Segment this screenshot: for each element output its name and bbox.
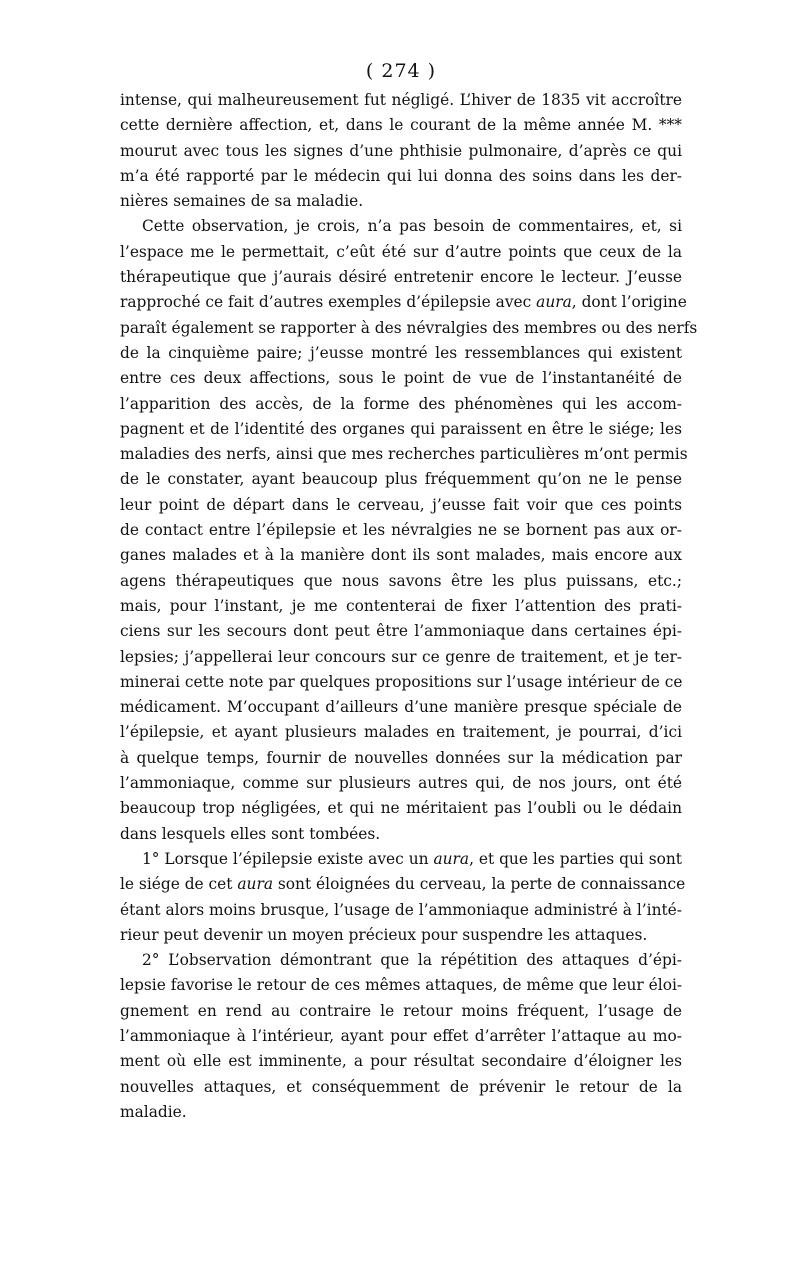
text-line: maladie.: [120, 1102, 187, 1121]
text-line: l’apparition des accès, de la forme des phénomènes qui les accom-: [120, 394, 682, 413]
text-line: dans lesquels elles sont tombées.: [120, 824, 381, 843]
text-line: ment où elle est imminente, a pour résultat secondaire d’éloigner les: [120, 1052, 682, 1071]
text-line: nouvelles attaques, et conséquemment de prévenir le retour de la: [120, 1077, 682, 1096]
text-line: nières semaines de sa maladie.: [120, 192, 364, 211]
text-line: médicament. M’occupant d’ailleurs d’une manière presque spéciale de: [120, 698, 682, 717]
text-line: beaucoup trop négligées, et qui ne méritaient pas l’oubli ou le dédain: [120, 799, 682, 818]
text-line: l’ammoniaque, comme sur plusieurs autres qui, de nos jours, ont été: [120, 774, 682, 793]
text-line: étant alors moins brusque, l’usage de l’ammoniaque administré à l’inté-: [120, 900, 682, 919]
text-line: intense, qui malheureusement fut négligé. L’hiver de 1835 vit accroître: [120, 91, 682, 109]
text-line: l’espace me le permettait, c’eût été sur d’autre points que ceux de la: [120, 242, 682, 261]
text-line: le siége de cet aura sont éloignées du cerveau, la perte de connaissance: [120, 875, 686, 894]
body-text: [120, 88, 698, 1125]
text-line: lepsie favorise le retour de ces mêmes attaques, de même que leur éloi-: [120, 976, 683, 995]
text-line: de la cinquième paire; j’eusse montré les ressemblances qui existent: [120, 343, 682, 362]
text-line: mais, pour l’instant, je me contenterai de fixer l’attention des prati-: [120, 596, 682, 615]
text-line: 2° L’observation démontrant que la répétition des attaques d’épi-: [142, 951, 682, 970]
text-line: ganes malades et à la manière dont ils sont malades, mais encore aux: [120, 546, 682, 565]
text-line: ciens sur les secours dont peut être l’ammoniaque dans certaines épi-: [120, 622, 682, 641]
text-line: agens thérapeutiques que nous savons être les plus puissans, etc.;: [120, 571, 682, 590]
text-line: thérapeutique que j’aurais désiré entretenir encore le lecteur. J’eusse: [120, 268, 682, 287]
text-line: de le constater, ayant beaucoup plus fréquemment qu’on ne le pense: [120, 470, 682, 489]
text-line: cette dernière affection, et, dans le courant de la même année M. ***: [120, 116, 682, 135]
text-line: minerai cette note par quelques propositions sur l’usage intérieur de ce: [120, 672, 683, 691]
text-line: Cette observation, je crois, n’a pas besoin de commentaires, et, si: [142, 217, 682, 236]
text-line: paraît également se rapporter à des névralgies des membres ou des nerfs: [120, 318, 698, 337]
text-line: gnement en rend au contraire le retour moins fréquent, l’usage de: [120, 1001, 682, 1020]
text-line: pagnent et de l’identité des organes qui paraissent en être le siége; les: [120, 419, 682, 438]
text-line: mourut avec tous les signes d’une phthisie pulmonaire, d’après ce qui: [120, 141, 682, 160]
text-line: rieur peut devenir un moyen précieux pour suspendre les attaques.: [120, 925, 648, 944]
text-line: à quelque temps, fournir de nouvelles données sur la médication par: [120, 748, 682, 767]
text-line: entre ces deux affections, sous le point de vue de l’instantanéité de: [120, 369, 682, 388]
text-line: de contact entre l’épilepsie et les névralgies ne se bornent pas aux or-: [120, 521, 682, 540]
page-number: ( 274 ): [365, 60, 437, 82]
text-line: l’ammoniaque à l’intérieur, ayant pour effet d’arrêter l’attaque au mo-: [120, 1026, 682, 1045]
text-line: l’épilepsie, et ayant plusieurs malades en traitement, je pourrai, d’ici: [120, 723, 682, 742]
text-line: rapproché ce fait d’autres exemples d’épilepsie avec aura, dont l’origine: [120, 293, 687, 312]
text-line: leur point de départ dans le cerveau, j’eusse fait voir que ces points: [120, 495, 682, 514]
text-line: lepsies; j’appellerai leur concours sur ce genre de traitement, et je ter-: [120, 647, 682, 666]
text-line: 1° Lorsque l’épilepsie existe avec un aura, et que les parties qui sont: [142, 849, 682, 868]
text-line: maladies des nerfs, ainsi que mes recherches particulières m’ont permis: [120, 445, 688, 464]
text-line: m’a été rapporté par le médecin qui lui donna des soins dans les der-: [120, 166, 682, 185]
